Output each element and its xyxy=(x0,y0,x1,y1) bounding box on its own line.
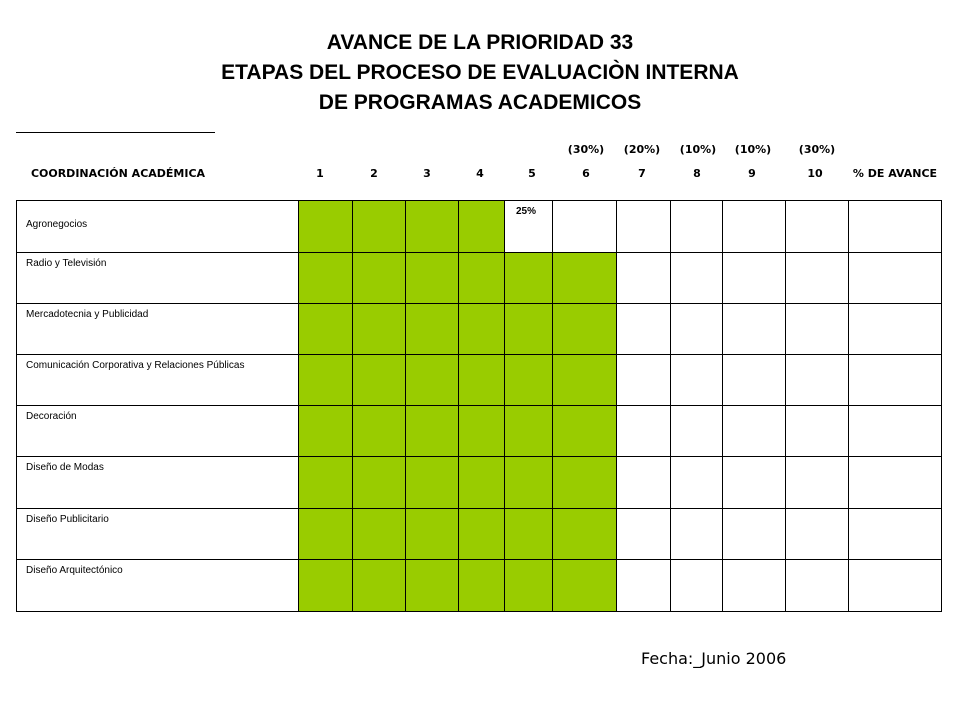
report-date: Fecha:_Junio 2006 xyxy=(641,649,787,668)
stage-header: 4 xyxy=(476,167,484,180)
weight-label: (10%) xyxy=(734,143,772,156)
stage-header: 5 xyxy=(528,167,536,180)
row-divider xyxy=(16,252,942,253)
row-divider xyxy=(16,508,942,509)
stage-header: 3 xyxy=(423,167,431,180)
stage-header: 10 xyxy=(807,167,823,180)
row-label: Mercadotecnia y Publicidad xyxy=(26,309,149,320)
row-divider xyxy=(16,303,942,304)
progress-note: 25% xyxy=(515,206,536,217)
title-line-1: AVANCE DE LA PRIORIDAD 33 xyxy=(326,31,634,54)
stage-header: 2 xyxy=(370,167,378,180)
column-divider xyxy=(298,200,299,612)
horizontal-rule xyxy=(16,132,215,133)
stage-header: 6 xyxy=(582,167,590,180)
column-divider xyxy=(458,200,459,612)
row-divider xyxy=(16,559,942,560)
weight-label: (20%) xyxy=(623,143,661,156)
row-label: Diseño Publicitario xyxy=(26,514,109,525)
column-divider xyxy=(616,200,617,612)
row-label: Decoración xyxy=(26,411,77,422)
weight-label: (30%) xyxy=(567,143,605,156)
weight-label: (30%) xyxy=(798,143,836,156)
column-divider xyxy=(848,200,849,612)
stage-header: 7 xyxy=(638,167,646,180)
column-divider xyxy=(552,200,553,612)
title-line-3: DE PROGRAMAS ACADEMICOS xyxy=(318,91,642,114)
avance-header: % DE AVANCE xyxy=(852,167,938,180)
row-label: Agronegocios xyxy=(26,219,88,230)
column-divider xyxy=(504,200,505,612)
stage-header: 1 xyxy=(316,167,324,180)
column-divider xyxy=(785,200,786,612)
title-line-2: ETAPAS DEL PROCESO DE EVALUACIÒN INTERNA xyxy=(221,61,739,84)
stage-header: 9 xyxy=(748,167,756,180)
progress-table xyxy=(16,200,942,612)
row-divider xyxy=(16,405,942,406)
weight-label: (10%) xyxy=(679,143,717,156)
stage-header: 8 xyxy=(693,167,701,180)
column-divider xyxy=(405,200,406,612)
row-label: Diseño Arquitectónico xyxy=(26,565,123,576)
coordinacion-header: COORDINACIÓN ACADÉMICA xyxy=(30,167,206,180)
row-label: Diseño de Modas xyxy=(26,462,104,473)
row-label: Comunicación Corporativa y Relaciones Públicas xyxy=(26,360,245,371)
row-divider xyxy=(16,456,942,457)
column-divider xyxy=(670,200,671,612)
row-label: Radio y Televisión xyxy=(26,258,107,269)
row-divider xyxy=(16,354,942,355)
column-divider xyxy=(722,200,723,612)
column-divider xyxy=(352,200,353,612)
